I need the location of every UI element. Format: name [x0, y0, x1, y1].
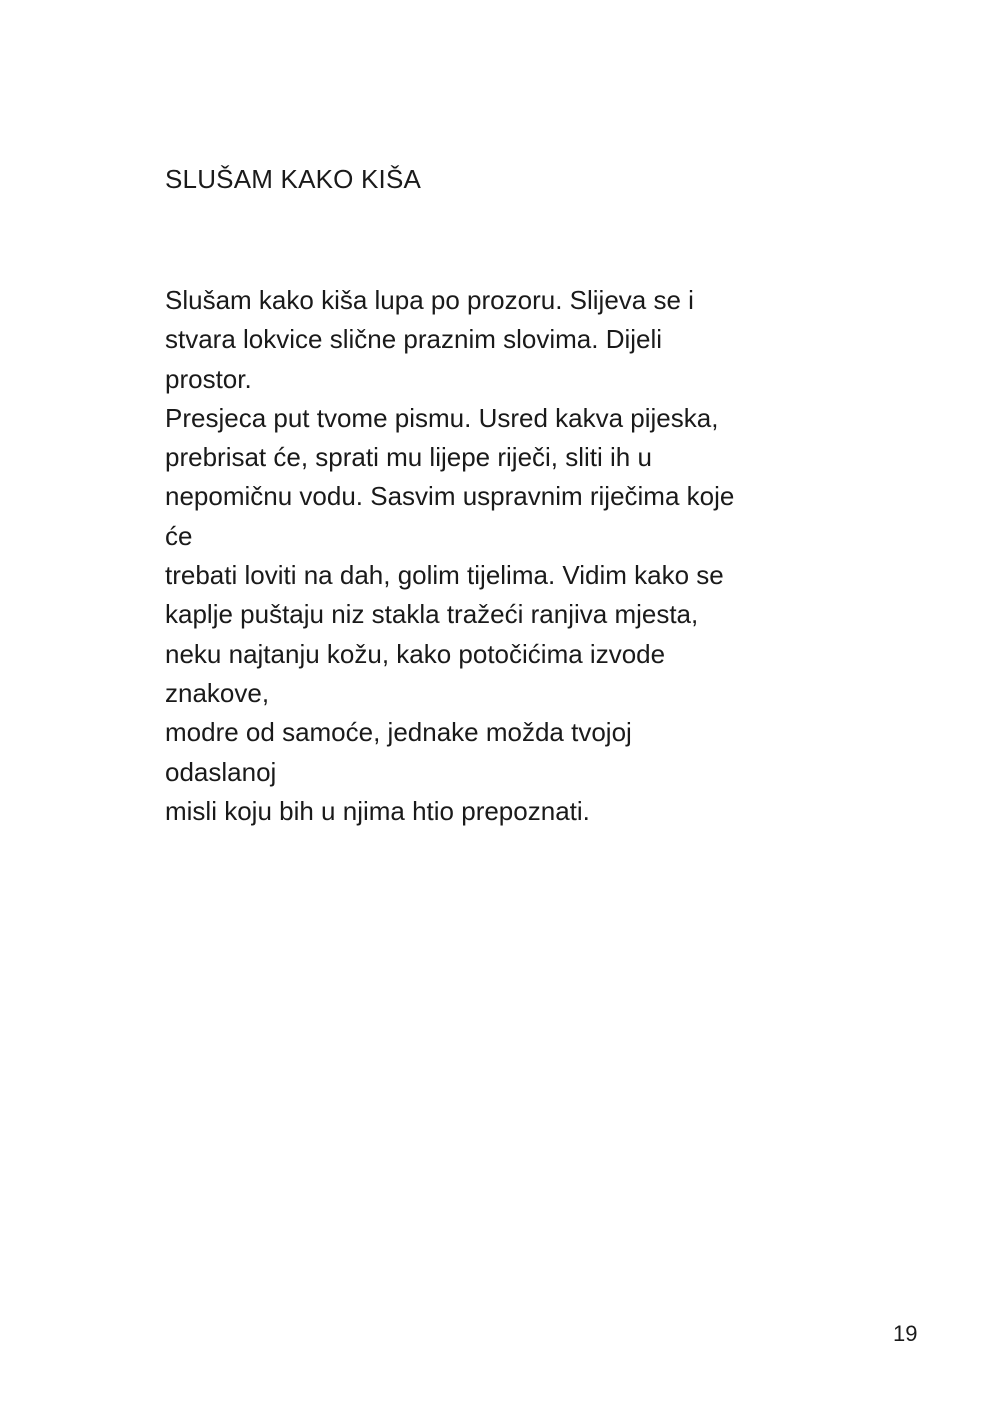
poem-line: Slušam kako kiša lupa po prozoru. Slijeva se i: [165, 285, 694, 315]
poem-body: [165, 281, 865, 831]
poem-line: prebrisat će, sprati mu lijepe riječi, sliti ih u: [165, 442, 652, 473]
poem-line: stvara lokvice slične praznim slovima. Dijeli: [165, 324, 663, 355]
poem-line: prostor.: [165, 363, 252, 394]
poem-line: kaplje puštaju niz stakla tražeći ranjiva mjesta,: [165, 599, 699, 630]
poem-line: nepomičnu vodu. Sasvim uspravnim riječima koje: [165, 481, 735, 512]
poem-line: Presjeca put tvome pismu. Usred kakva pijeska,: [165, 402, 719, 433]
poem-line: odaslanoj: [165, 756, 277, 787]
poem-line: će: [165, 520, 193, 551]
poem-line: misli koju bih u njima htio prepoznati.: [165, 795, 590, 826]
poem-line: neku najtanju kožu, kako potočićima izvode: [165, 638, 666, 669]
page-number: 19: [893, 1321, 918, 1346]
poem-line: znakove,: [165, 677, 270, 708]
poem-line: modre od samoće, jednake možda tvojoj: [165, 717, 632, 748]
poem-title: SLUŠAM KAKO KIŠA: [165, 164, 422, 194]
poem-line: trebati loviti na dah, golim tijelima. Vidim kako se: [165, 560, 724, 591]
